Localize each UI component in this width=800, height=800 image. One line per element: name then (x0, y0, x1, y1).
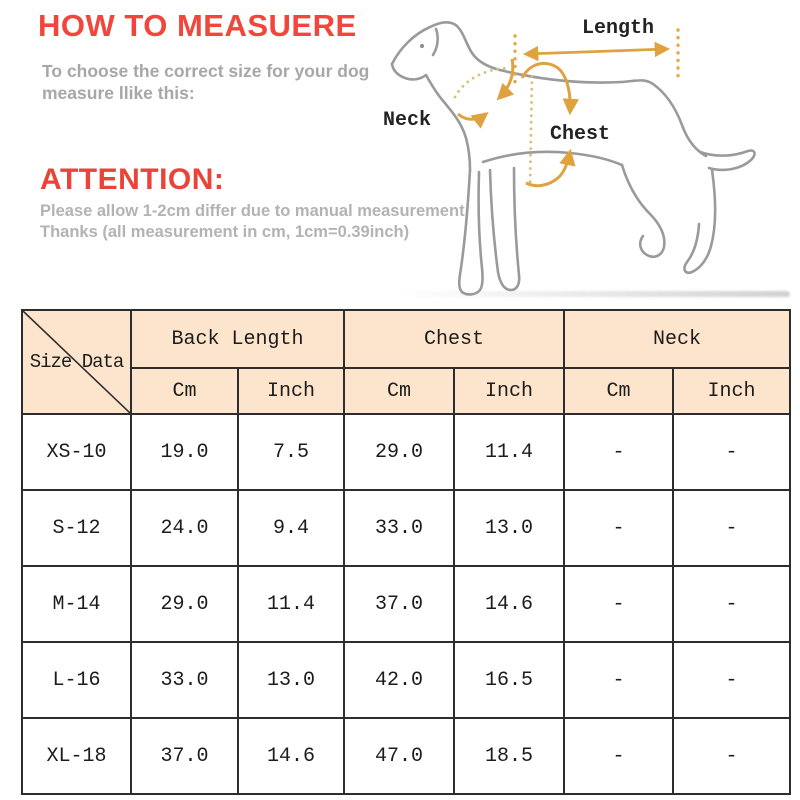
unit-header-chest-inch: Inch (454, 368, 564, 414)
table-row (22, 566, 790, 642)
size-cell: M-14 (22, 566, 131, 642)
group-header-chest: Chest (344, 310, 564, 368)
dog-outline-drawing (392, 22, 755, 294)
value-cell: - (673, 490, 790, 566)
page-title: HOW TO MEASUERE (38, 8, 357, 43)
subtitle-line-2: measure llike this: (42, 82, 195, 103)
attention-line-1: Please allow 1-2cm differ due to manual measurement, (40, 202, 470, 220)
neck-arrow-lower (458, 114, 486, 119)
value-cell: 16.5 (454, 642, 564, 718)
value-cell: 37.0 (344, 566, 454, 642)
value-cell: 14.6 (454, 566, 564, 642)
neck-dashed-arc (455, 68, 508, 97)
chest-arc-bottom (526, 152, 570, 186)
value-cell: - (564, 414, 673, 490)
value-cell: 13.0 (238, 642, 344, 718)
size-table-body (22, 414, 790, 794)
unit-header-back-cm: Cm (131, 368, 238, 414)
dog-measure-diagram (370, 0, 800, 300)
value-cell: 29.0 (344, 414, 454, 490)
size-cell: S-12 (22, 490, 131, 566)
group-header-neck: Neck (564, 310, 790, 368)
unit-header-neck-inch: Inch (673, 368, 790, 414)
value-cell: - (673, 718, 790, 794)
unit-header-chest-cm: Cm (344, 368, 454, 414)
value-cell: 11.4 (238, 566, 344, 642)
value-cell: - (673, 566, 790, 642)
corner-cell (22, 310, 131, 414)
table-row (22, 490, 790, 566)
value-cell: 18.5 (454, 718, 564, 794)
subtitle-line-1: To choose the correct size for your dog (42, 61, 370, 81)
value-cell: 33.0 (131, 642, 238, 718)
value-cell: 37.0 (131, 718, 238, 794)
table-header-unit-row (22, 368, 790, 414)
length-label: Length (581, 17, 655, 40)
value-cell: 19.0 (131, 414, 238, 490)
unit-header-neck-cm: Cm (564, 368, 673, 414)
neck-label: Neck (382, 109, 432, 132)
neck-arrow-upper (499, 59, 513, 98)
size-cell: XL-18 (22, 718, 131, 794)
value-cell: 33.0 (344, 490, 454, 566)
value-cell: - (673, 414, 790, 490)
unit-header-back-inch: Inch (238, 368, 344, 414)
table-row (22, 414, 790, 490)
subtitle (42, 61, 369, 105)
value-cell: - (673, 642, 790, 718)
table-row (22, 718, 790, 794)
length-arrow (526, 49, 667, 54)
attention-title: ATTENTION: (40, 163, 225, 196)
chest-label: Chest (549, 123, 611, 146)
table-header-group-row (22, 310, 790, 368)
value-cell: 7.5 (238, 414, 344, 490)
value-cell: 29.0 (131, 566, 238, 642)
value-cell: 9.4 (238, 490, 344, 566)
value-cell: 42.0 (344, 642, 454, 718)
value-cell: - (564, 490, 673, 566)
chest-arc-top (522, 63, 570, 112)
chest-dotted-line (530, 76, 532, 188)
attention-line-2: Thanks (all measurement in cm, 1cm=0.39inch) (40, 223, 410, 242)
ground-shadow (398, 291, 790, 297)
value-cell: - (564, 642, 673, 718)
measurement-annotations (455, 30, 678, 188)
size-table (21, 309, 791, 795)
size-cell: XS-10 (22, 414, 131, 490)
value-cell: - (564, 566, 673, 642)
value-cell: 24.0 (131, 490, 238, 566)
corner-label: Size Data (29, 351, 124, 373)
group-header-back-length: Back Length (131, 310, 344, 368)
value-cell: 13.0 (454, 490, 564, 566)
value-cell: 14.6 (238, 718, 344, 794)
value-cell: - (564, 718, 673, 794)
size-cell: L-16 (22, 642, 131, 718)
value-cell: 47.0 (344, 718, 454, 794)
value-cell: 11.4 (454, 414, 564, 490)
table-row (22, 642, 790, 718)
